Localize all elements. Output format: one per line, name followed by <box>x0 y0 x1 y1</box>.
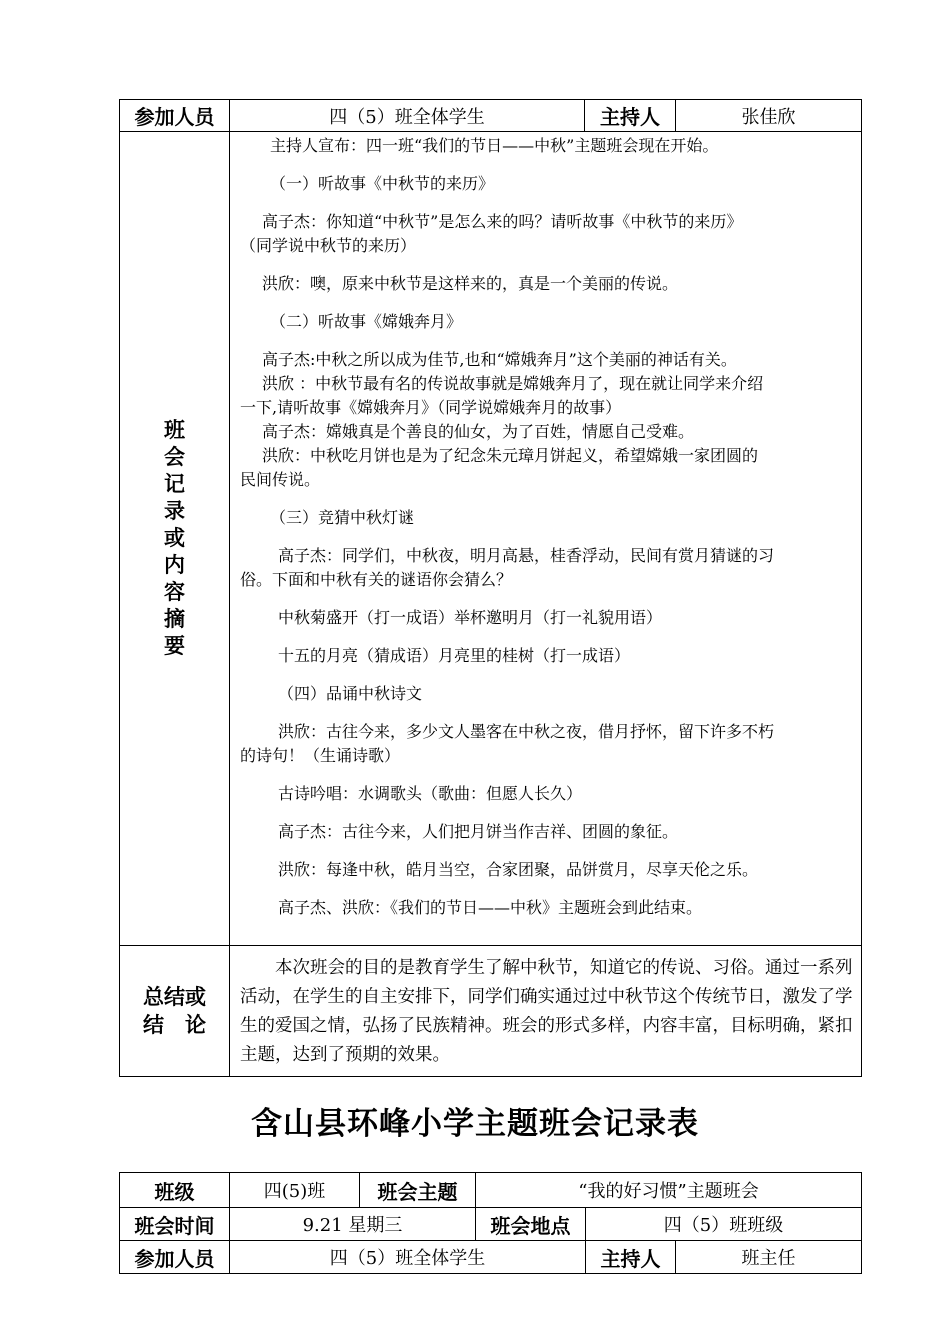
record-line: 古诗吟唱：水调歌头（歌曲：但愿人长久） <box>278 784 583 803</box>
record-line: 高子杰:中秋之所以成为佳节,也和“嫦娥奔月”这个美丽的神话有关。 <box>262 350 737 369</box>
record-label-char: 内 <box>164 553 185 577</box>
record-line: （一）听故事《中秋节的来历》 <box>270 174 495 193</box>
participants-value-2: 四（5）班全体学生 <box>230 1241 586 1274</box>
record-label-char: 或 <box>164 526 185 550</box>
time-label: 班会时间 <box>120 1208 230 1241</box>
record-line: 洪欣：古往今来，多少文人墨客在中秋之夜，借月抒怀，留下许多不朽 <box>278 722 775 741</box>
participants-label: 参加人员 <box>120 100 230 132</box>
summary-text <box>230 946 862 1077</box>
time-row <box>120 1208 862 1241</box>
summary-paragraph: 本次班会的目的是教育学生了解中秋节，知道它的传说、习俗。通过一系列活动，在学生的自主安排下，同学们确实通过过中秋节这个传统节日，激发了学生的爱国之情，弘扬了民族精神。班会的形式多样，内容丰富，目标明确，紧扣主题，达到了预期的效果。 <box>240 958 853 1065</box>
participants-label-2: 参加人员 <box>120 1241 230 1274</box>
record-line: 高子杰：嫦娥真是个善良的仙女，为了百姓，情愿自己受难。 <box>262 422 695 441</box>
record-label <box>120 132 230 946</box>
class-row <box>120 1173 862 1208</box>
record-line: （二）听故事《嫦娥奔月》 <box>270 312 463 331</box>
record-label-chars <box>120 417 229 660</box>
record-table-bottom <box>119 1172 862 1274</box>
time-value: 9.21 星期三 <box>230 1208 476 1241</box>
record-line: 高子杰、洪欣：《我们的节日——中秋》主题班会到此结束。 <box>278 898 703 917</box>
record-line: 洪欣：每逢中秋，皓月当空，合家团聚，品饼赏月，尽享天伦之乐。 <box>278 860 759 879</box>
record-label-char: 会 <box>164 445 185 469</box>
summary-row <box>120 946 862 1077</box>
summary-label <box>120 946 230 1077</box>
record-line: 主持人宣布：四一班“我们的节日——中秋”主题班会现在开始。 <box>270 136 719 155</box>
class-value: 四(5)班 <box>230 1173 360 1208</box>
record-content <box>230 132 862 946</box>
summary-label-line-1: 总结或 <box>143 985 206 1009</box>
record-line: 高子杰：古往今来，人们把月饼当作吉祥、团圆的象征。 <box>278 822 679 841</box>
record-line: 洪欣：中秋吃月饼也是为了纪念朱元璋月饼起义，希望嫦娥一家团圆的 <box>262 446 759 465</box>
page-title: 含山县环峰小学主题班会记录表 <box>251 1106 699 1142</box>
record-line: 十五的月亮（猜成语）月亮里的桂树（打一成语） <box>278 646 631 665</box>
participants-value: 四（5）班全体学生 <box>230 100 585 132</box>
record-table-top <box>119 99 862 1077</box>
record-line: （四）品诵中秋诗文 <box>278 684 423 703</box>
host-label-2: 主持人 <box>586 1241 676 1274</box>
theme-value: “我的好习惯”主题班会 <box>476 1173 862 1208</box>
place-label: 班会地点 <box>476 1208 586 1241</box>
record-label-char: 记 <box>164 472 185 496</box>
participants-row-2 <box>120 1241 862 1274</box>
summary-label-line-2: 结 论 <box>143 1013 206 1037</box>
host-label: 主持人 <box>585 100 676 132</box>
host-value-2: 班主任 <box>676 1241 862 1274</box>
record-line: 俗。下面和中秋有关的谜语你会猜么？ <box>240 570 513 589</box>
record-line: 高子杰：你知道“中秋节”是怎么来的吗？请听故事《中秋节的来历》 <box>262 212 743 231</box>
record-label-char: 录 <box>164 499 185 523</box>
record-label-char: 摘 <box>164 607 185 631</box>
record-line: 一下,请听故事《嫦娥奔月》（同学说嫦娥奔月的故事） <box>240 398 622 417</box>
record-line: 洪欣 ：中秋节最有名的传说故事就是嫦娥奔月了，现在就让同学来介绍 <box>262 374 764 393</box>
record-line: 洪欣：噢，原来中秋节是这样来的，真是一个美丽的传说。 <box>262 274 679 293</box>
record-row <box>120 132 862 946</box>
record-lines <box>240 134 853 920</box>
theme-label: 班会主题 <box>360 1173 476 1208</box>
record-label-char: 班 <box>164 418 185 442</box>
participants-row <box>120 100 862 132</box>
host-value: 张佳欣 <box>676 100 862 132</box>
record-line: 民间传说。 <box>240 470 321 489</box>
record-label-char: 要 <box>164 634 185 658</box>
record-line: （三）竞猜中秋灯谜 <box>270 508 415 527</box>
record-line: 中秋菊盛开（打一成语）举杯邀明月（打一礼貌用语） <box>278 608 663 627</box>
record-line: 的诗句！（生诵诗歌） <box>240 746 401 765</box>
record-line: 高子杰：同学们，中秋夜，明月高悬，桂香浮动，民间有赏月猜谜的习 <box>278 546 775 565</box>
class-label: 班级 <box>120 1173 230 1208</box>
record-label-char: 容 <box>164 580 185 604</box>
record-line: （同学说中秋节的来历） <box>240 236 417 255</box>
place-value: 四（5）班班级 <box>586 1208 862 1241</box>
